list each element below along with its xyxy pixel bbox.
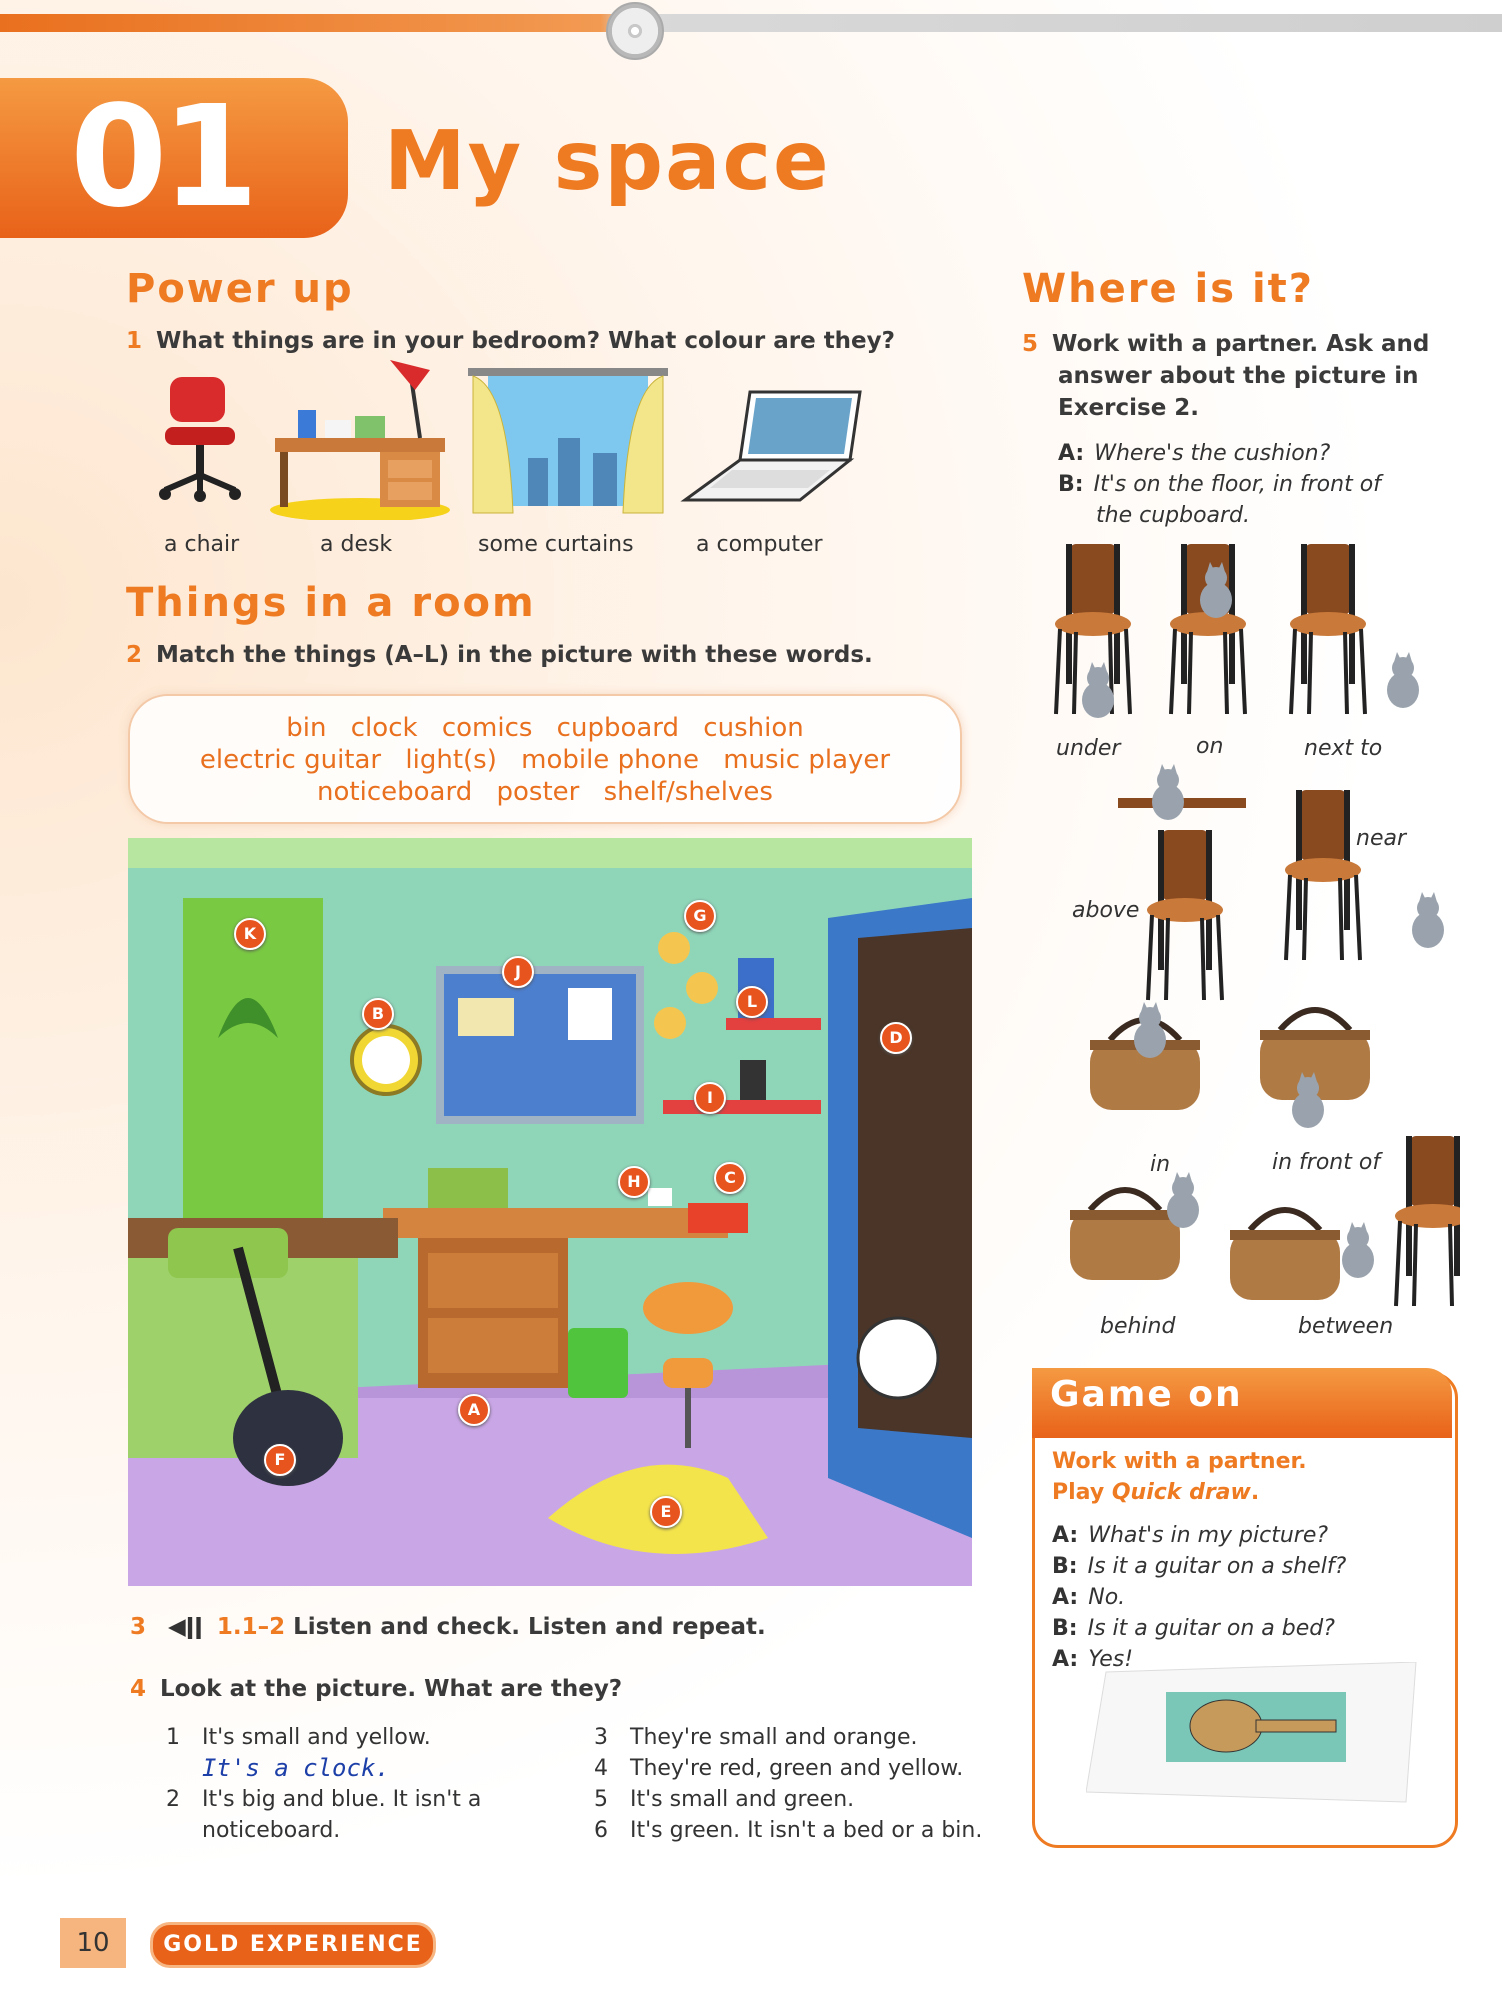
word: light(s) bbox=[405, 745, 497, 775]
exercise-1-text: What things are in your bedroom? What colour are they? bbox=[156, 328, 895, 354]
ex4-item: 4 They're red, green and yellow. bbox=[594, 1756, 964, 1781]
cd-icon bbox=[606, 2, 664, 60]
word-line bbox=[130, 712, 960, 744]
word: comics bbox=[441, 713, 533, 743]
badge-c: C bbox=[714, 1162, 746, 1194]
audio-track: 1.1–2 bbox=[216, 1614, 286, 1640]
game-on-heading: Game on bbox=[1050, 1374, 1243, 1415]
word: cupboard bbox=[556, 713, 680, 743]
exercise-2-text: Match the things (A–L) in the picture with these words. bbox=[156, 642, 873, 668]
word: electric guitar bbox=[199, 745, 382, 775]
badge-k: K bbox=[234, 918, 266, 950]
audio-icon[interactable]: ◀ǀǀ bbox=[168, 1614, 203, 1640]
game-intro: Work with a partner. Play Quick draw. bbox=[1052, 1449, 1307, 1505]
prep-label: in front of bbox=[1272, 1150, 1381, 1175]
bedroom-drawing bbox=[128, 838, 972, 1586]
badge-i: I bbox=[694, 1082, 726, 1114]
badge-f: F bbox=[264, 1444, 296, 1476]
item-label: a chair bbox=[164, 532, 240, 557]
prep-label: near bbox=[1356, 826, 1407, 851]
exercise-2 bbox=[126, 642, 873, 668]
word: bin bbox=[286, 713, 327, 743]
exercise-3[interactable] bbox=[130, 1614, 766, 1640]
word: cushion bbox=[703, 713, 804, 743]
unit-number: 01 bbox=[70, 76, 253, 239]
badge-l: L bbox=[736, 986, 768, 1018]
brand-badge: GOLD EXPERIENCE bbox=[150, 1922, 436, 1968]
badge-a: A bbox=[458, 1394, 490, 1426]
unit-title: My space bbox=[384, 114, 831, 209]
page-number: 10 bbox=[60, 1918, 126, 1968]
exercise-number: 4 bbox=[130, 1676, 147, 1702]
word: noticeboard bbox=[317, 777, 473, 807]
word: mobile phone bbox=[521, 745, 699, 775]
exercise-4-text: Look at the picture. What are they? bbox=[160, 1676, 623, 1702]
badge-g: G bbox=[684, 900, 716, 932]
ex4-right-column bbox=[594, 1722, 1014, 1846]
word: music player bbox=[723, 745, 891, 775]
badge-e: E bbox=[650, 1496, 682, 1528]
things-heading: Things in a room bbox=[126, 580, 536, 626]
ex4-item-cont: noticeboard. bbox=[202, 1818, 341, 1843]
exercise-number: 3 bbox=[130, 1614, 147, 1640]
prep-label: between bbox=[1298, 1314, 1394, 1339]
exercise-4 bbox=[130, 1676, 622, 1702]
exercise-5: 5 Work with a partner. Ask and answer about the picture in Exercise 2. bbox=[1022, 331, 1430, 421]
where-heading: Where is it? bbox=[1022, 266, 1314, 312]
prep-label: next to bbox=[1304, 736, 1383, 761]
exercise-1 bbox=[126, 328, 895, 354]
word: shelf/shelves bbox=[603, 777, 773, 807]
ex4-item: 5 It's small and green. bbox=[594, 1787, 855, 1812]
power-up-heading: Power up bbox=[126, 266, 354, 312]
prep-label: in bbox=[1150, 1152, 1171, 1177]
computer-image bbox=[680, 390, 870, 508]
badge-d: D bbox=[880, 1022, 912, 1054]
exercise-3-text: Listen and check. Listen and repeat. bbox=[293, 1614, 766, 1640]
example-answer: It's a clock. bbox=[202, 1754, 390, 1782]
badge-h: H bbox=[618, 1166, 650, 1198]
ex5-dialogue: A: Where's the cushion? B: It's on the floor, in front of the cupboard. bbox=[1058, 441, 1381, 528]
ex4-item: 1 It's small and yellow. bbox=[166, 1725, 431, 1750]
top-bar bbox=[0, 14, 1502, 32]
curtains-image bbox=[468, 368, 668, 518]
exercise-number: 5 bbox=[1022, 331, 1039, 357]
desk-image bbox=[270, 360, 450, 520]
prep-label: above bbox=[1072, 898, 1140, 923]
chair-image bbox=[150, 372, 260, 502]
ex4-item: 3 They're small and orange. bbox=[594, 1725, 918, 1750]
item-label: a desk bbox=[320, 532, 393, 557]
word: clock bbox=[350, 713, 418, 743]
word: poster bbox=[496, 777, 580, 807]
badge-j: J bbox=[502, 956, 534, 988]
exercise-number: 1 bbox=[126, 328, 143, 354]
badge-b: B bbox=[362, 998, 394, 1030]
prep-label: under bbox=[1056, 736, 1121, 761]
item-label: a computer bbox=[696, 532, 823, 557]
exercise-number: 2 bbox=[126, 642, 143, 668]
ex4-item: 2 It's big and blue. It isn't a bbox=[166, 1787, 482, 1812]
item-label: some curtains bbox=[478, 532, 634, 557]
word-box bbox=[128, 694, 962, 824]
prep-label: behind bbox=[1100, 1314, 1176, 1339]
word-line bbox=[130, 776, 960, 808]
word-line bbox=[130, 744, 960, 776]
guitar-drawing bbox=[1086, 1662, 1426, 1812]
bedroom-illustration bbox=[128, 838, 972, 1586]
ex4-item: 6 It's green. It isn't a bed or a bin. bbox=[594, 1818, 983, 1843]
prep-label: on bbox=[1196, 734, 1224, 759]
prepositions-illustration bbox=[1040, 540, 1460, 1340]
game-dialogue: A: What's in my picture? B: Is it a guitar on a shelf? A: No. B: Is it a guitar on a bed? A: Yes! bbox=[1052, 1523, 1347, 1672]
ex4-left-column bbox=[166, 1722, 566, 1846]
